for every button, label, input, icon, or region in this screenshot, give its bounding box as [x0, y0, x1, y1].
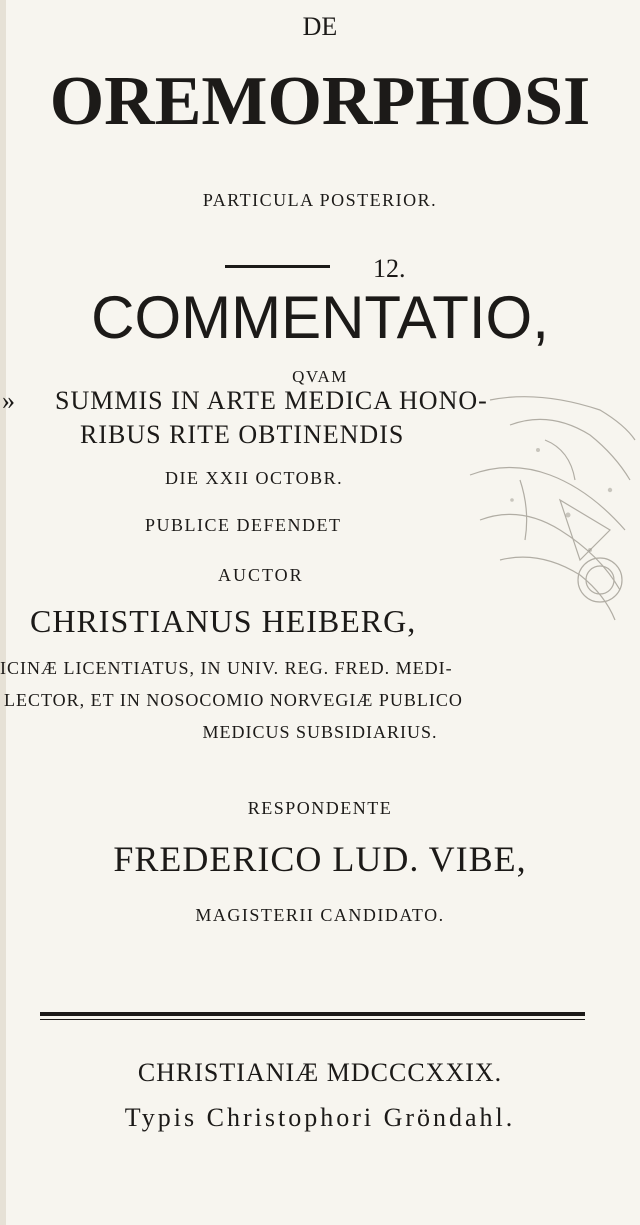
double-rule-thin	[40, 1019, 585, 1020]
respondent-name: FREDERICO LUD. VIBE,	[113, 839, 527, 879]
author-title-line-1: ICINÆ LICENTIATUS, IN UNIV. REG. FRED. MEDI-	[0, 658, 453, 678]
defendet-line: PUBLICE DEFENDET	[145, 515, 342, 535]
page-edge-shadow	[0, 0, 6, 1225]
purpose-line-2: RIBUS RITE OBTINENDIS	[80, 420, 405, 449]
double-rule-thick	[40, 1012, 585, 1016]
author-title-line-3: MEDICUS SUBSIDIARIUS.	[202, 722, 438, 742]
short-rule	[225, 265, 330, 268]
line1-fragment: »	[2, 386, 15, 415]
respondente-line: RESPONDENTE	[247, 798, 393, 818]
qvam-line: QVAM	[292, 367, 348, 386]
imprint-place-year: CHRISTIANIÆ MDCCCXXIX.	[137, 1058, 503, 1087]
author-name: CHRISTIANUS HEIBERG,	[30, 603, 417, 639]
author-title-line-2: LECTOR, ET IN NOSOCOMIO NORVEGIÆ PUBLICO	[4, 690, 463, 710]
particula-line: PARTICULA POSTERIOR.	[202, 190, 438, 210]
pre-title: DE	[302, 12, 338, 41]
library-stamp	[450, 380, 640, 640]
purpose-line-1: SUMMIS IN ARTE MEDICA HONO-	[55, 386, 488, 415]
main-title: OREMORPHOSI	[49, 63, 591, 140]
date-line: DIE XXII OCTOBR.	[165, 468, 344, 488]
handwritten-mark: 12.	[373, 254, 406, 283]
auctor-line: AUCTOR	[218, 565, 304, 585]
respondent-title: MAGISTERII CANDIDATO.	[195, 905, 445, 925]
commentatio-heading: COMMENTATIO,	[91, 284, 549, 351]
imprint-printer: Typis Christophori Gröndahl.	[124, 1103, 516, 1132]
